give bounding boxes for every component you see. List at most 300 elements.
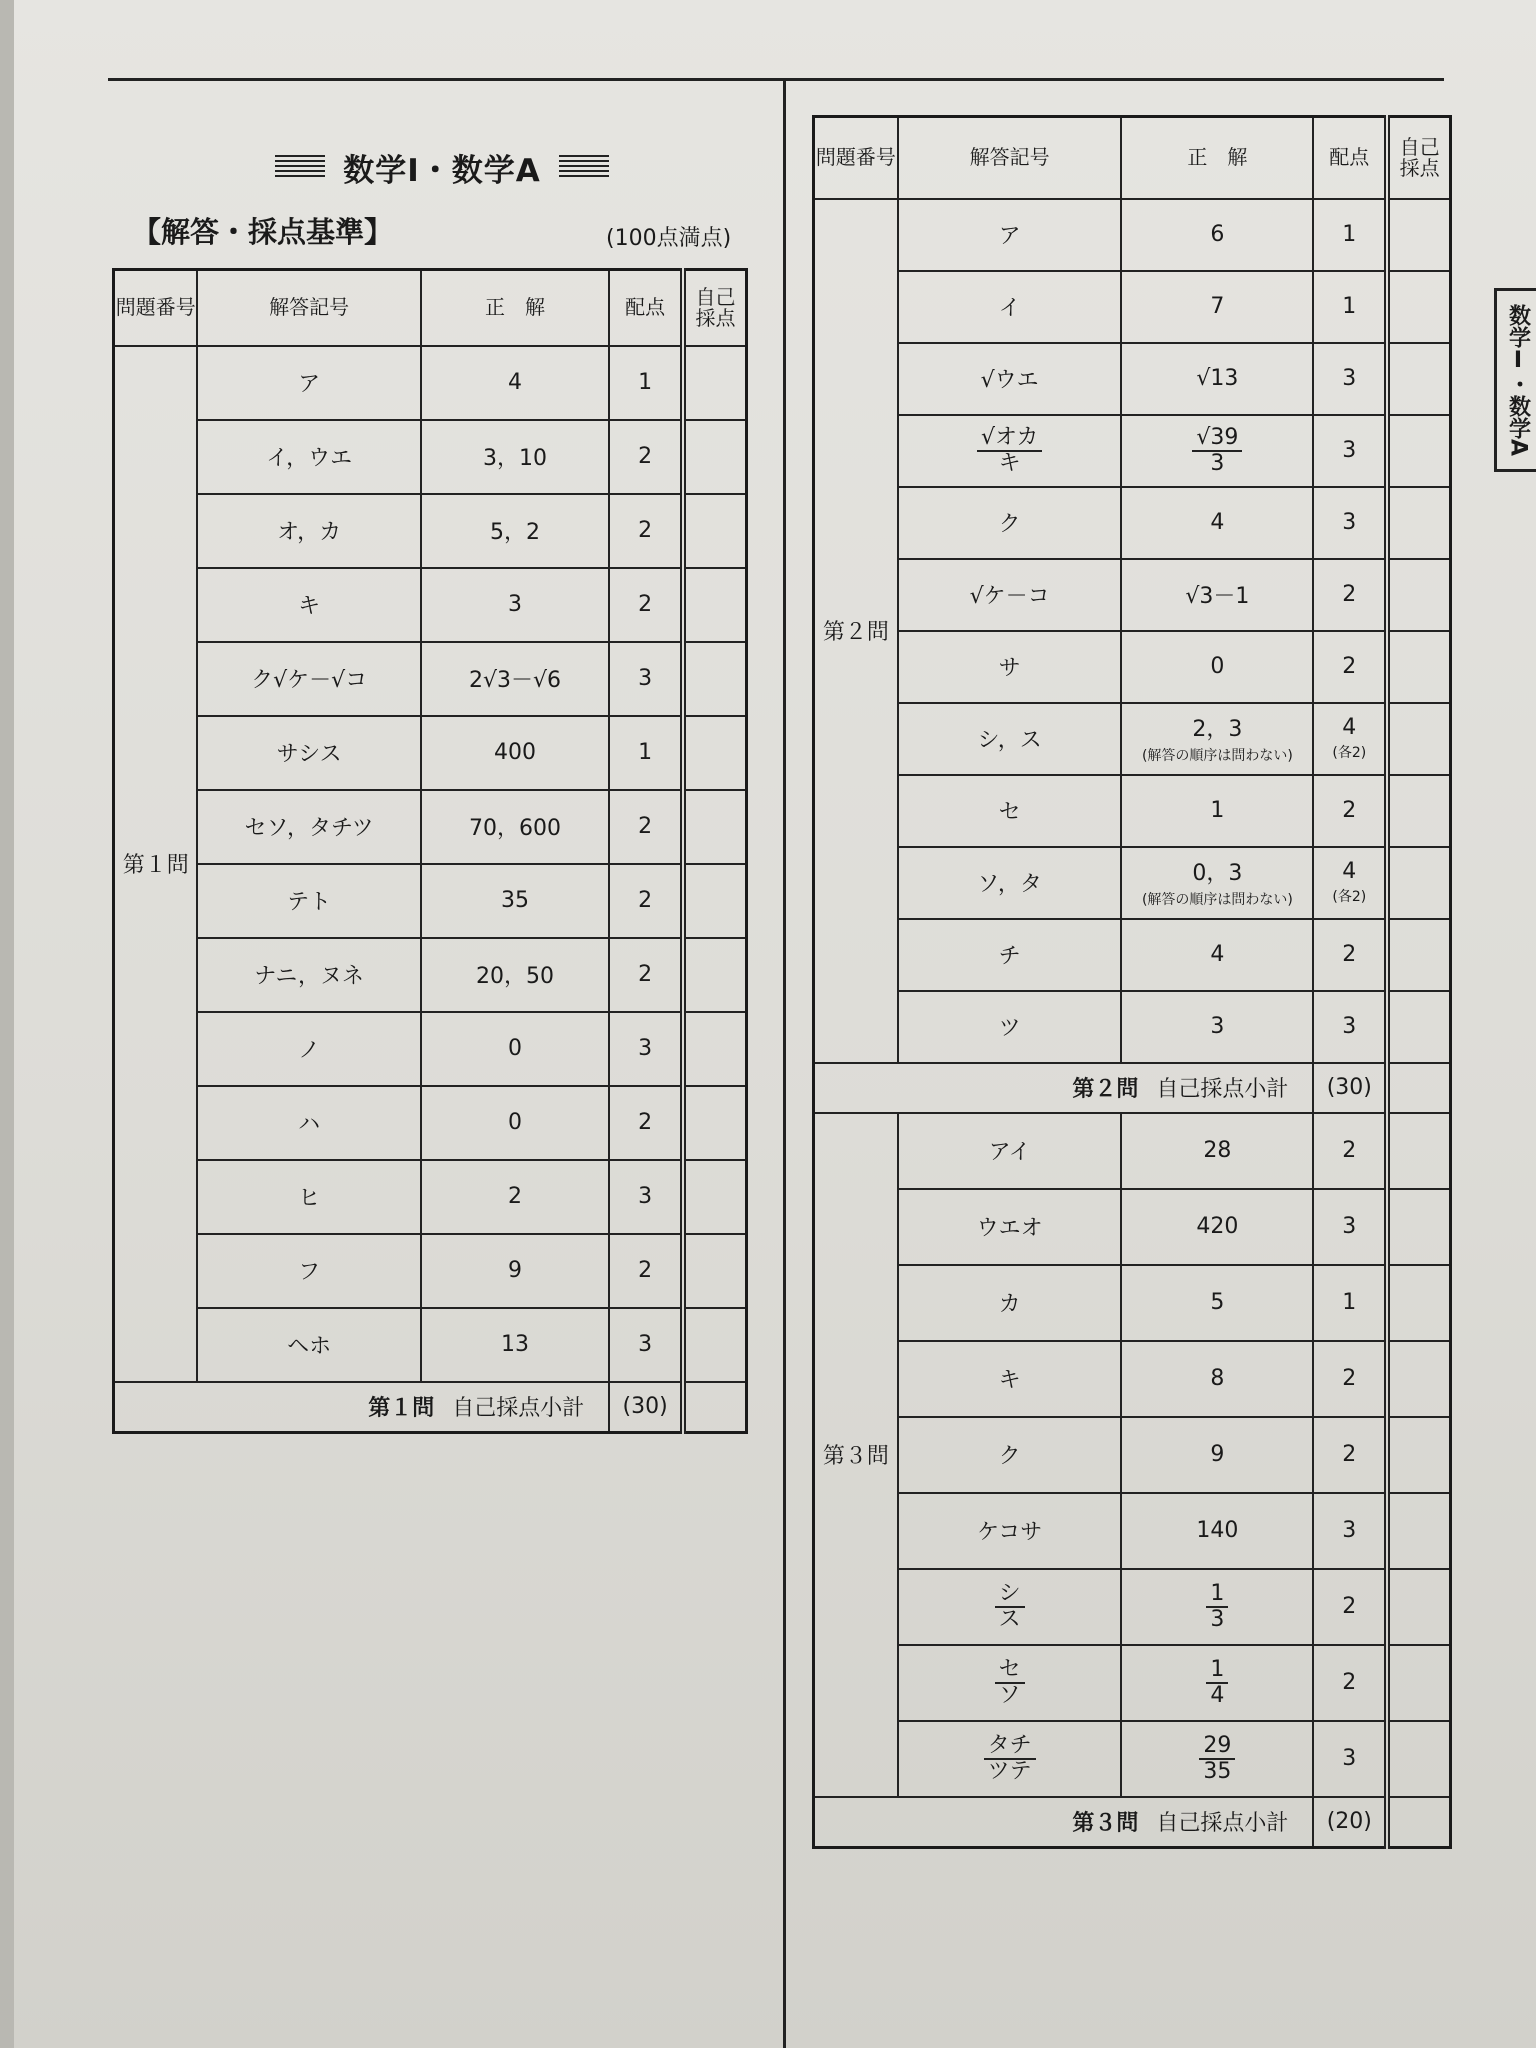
header-question-no: 問題番号 (814, 117, 898, 199)
correct-answer-cell (421, 568, 609, 642)
points-value: 3 (1342, 1746, 1357, 1771)
q1-subtotal-label (114, 1382, 610, 1433)
correct-answer-cell (1121, 559, 1313, 631)
points-value: 3 (638, 1036, 653, 1061)
subtitle: 【解答・採点基準】 (132, 215, 394, 249)
points-cell (1313, 919, 1387, 991)
points-value: 2 (1342, 1594, 1357, 1619)
points-value: 3 (1342, 366, 1357, 391)
points-value: 2 (1342, 1670, 1357, 1695)
symbol-fraction-numerator: セ (995, 1658, 1025, 1683)
points-cell (1313, 559, 1387, 631)
points-value: 3 (638, 1184, 653, 1209)
header-correct: 正 解 (1121, 117, 1313, 199)
q3-subtotal-label (814, 1797, 1314, 1848)
self-score-cell[interactable] (1387, 343, 1450, 415)
correct-answer-value: 3 (1210, 1014, 1225, 1039)
subtotal-text: 自己採点小計 (452, 1396, 585, 1421)
table-row (114, 716, 747, 790)
answer-fraction-denominator: 4 (1210, 1682, 1225, 1708)
correct-answer-cell (1121, 1113, 1313, 1189)
correct-answer-cell (421, 790, 609, 864)
table-row (114, 1012, 747, 1086)
center-divider (783, 80, 786, 2048)
answer-symbol-cell: サ (898, 631, 1122, 703)
correct-answer-value: 35 (500, 888, 529, 913)
subtotal-text: 自己採点小計 (1156, 1077, 1289, 1102)
correct-answer-value: 0 (1210, 654, 1225, 679)
table-header-row (114, 270, 747, 346)
q1-subtotal-row (114, 1382, 747, 1433)
answer-symbol-cell (898, 1569, 1122, 1645)
table-row (814, 991, 1451, 1063)
answer-symbol-cell: シ，ス (898, 703, 1122, 775)
table-header-row (814, 117, 1451, 199)
correct-answer-value: 7 (1210, 294, 1225, 319)
points-value: 1 (1342, 294, 1357, 319)
points-value: 1 (638, 740, 653, 765)
points-value: 2 (638, 1110, 653, 1135)
header-answer-symbol: 解答記号 (898, 117, 1122, 199)
table-row (814, 1721, 1451, 1797)
answer-fraction-numerator: 1 (1206, 1582, 1228, 1607)
self-score-cell[interactable] (1387, 991, 1450, 1063)
symbol-fraction-denominator: キ (998, 450, 1021, 476)
self-score-cell[interactable] (1387, 631, 1450, 703)
table-row (814, 1341, 1451, 1417)
correct-answer-cell (421, 1086, 609, 1160)
points-value: 1 (1342, 222, 1357, 247)
correct-answer-cell (421, 1308, 609, 1382)
table-row (814, 1417, 1451, 1493)
correct-answer-value: 2，3 (1192, 717, 1243, 742)
correct-answer-value: 0，3 (1192, 861, 1243, 886)
points-cell (609, 568, 683, 642)
points-cell (609, 716, 683, 790)
order-note: (解答の順序は問わない) (1141, 748, 1293, 764)
answer-symbol-cell: イ，ウエ (197, 420, 420, 494)
q3-subtotal-question: 第３問 (1072, 1811, 1139, 1836)
symbol-fraction (995, 1582, 1025, 1630)
symbol-fraction (977, 426, 1042, 474)
self-score-cell[interactable] (1387, 487, 1450, 559)
answer-symbol-cell: ウエオ (898, 1189, 1122, 1265)
correct-answer-cell (421, 1160, 609, 1234)
answer-symbol-cell: ソ，タ (898, 847, 1122, 919)
correct-answer-value: 0 (507, 1036, 522, 1061)
correct-answer-cell (1121, 199, 1313, 271)
table-row (814, 487, 1451, 559)
points-value: 1 (638, 370, 653, 395)
correct-answer-value: 13 (500, 1332, 529, 1357)
q3-subtotal-self-score[interactable] (1387, 1797, 1450, 1848)
answer-symbol-cell: ア (898, 199, 1122, 271)
self-score-cell[interactable] (683, 568, 747, 642)
self-score-cell[interactable] (1387, 1265, 1450, 1341)
page-title (232, 143, 652, 191)
points-value: 2 (1342, 798, 1357, 823)
correct-answer-value: 4 (1210, 510, 1225, 535)
table-row (114, 1160, 747, 1234)
q3-subtotal-points: (20) (1313, 1797, 1387, 1848)
table-row (814, 919, 1451, 991)
points-cell (609, 864, 683, 938)
table-row (814, 631, 1451, 703)
points-value: 3 (638, 666, 653, 691)
points-cell (609, 642, 683, 716)
table-row (114, 938, 747, 1012)
correct-answer-value: 5 (1210, 1290, 1225, 1315)
points-cell (1313, 1417, 1387, 1493)
points-cell (609, 346, 683, 420)
correct-answer-cell (1121, 631, 1313, 703)
points-cell (609, 420, 683, 494)
points-cell (1313, 1341, 1387, 1417)
self-score-cell[interactable] (1387, 1721, 1450, 1797)
points-value: 2 (1342, 582, 1357, 607)
correct-answer-value: 4 (1210, 942, 1225, 967)
points-cell (609, 1160, 683, 1234)
self-score-cell[interactable] (1387, 775, 1450, 847)
answer-symbol-cell: カ (898, 1265, 1122, 1341)
table-row (114, 1086, 747, 1160)
q3-subtotal-row (814, 1797, 1451, 1848)
table-row (814, 1265, 1451, 1341)
points-cell (609, 1086, 683, 1160)
symbol-fraction (984, 1734, 1036, 1782)
self-score-cell[interactable] (683, 716, 747, 790)
points-value: 2 (638, 1258, 653, 1283)
correct-answer-value: 3，10 (482, 446, 547, 471)
correct-answer-cell (1121, 1265, 1313, 1341)
points-value: 2 (638, 888, 653, 913)
header-question-no: 問題番号 (114, 270, 198, 346)
answer-symbol-cell: ク√ケ－√コ (197, 642, 420, 716)
correct-answer-cell (421, 642, 609, 716)
table-row (814, 343, 1451, 415)
q1-subtotal-self-score[interactable] (683, 1382, 747, 1433)
symbol-fraction-denominator: ス (998, 1606, 1021, 1632)
answer-symbol-cell: キ (197, 568, 420, 642)
correct-answer-value: 400 (493, 740, 536, 765)
self-score-cell[interactable] (683, 1308, 747, 1382)
self-score-cell[interactable] (683, 1012, 747, 1086)
title-text: 数学Ⅰ・数学A (343, 152, 541, 189)
answer-symbol-cell: セ (898, 775, 1122, 847)
answer-fraction (1199, 1734, 1235, 1782)
table-row (814, 1645, 1451, 1721)
correct-answer-value: 5，2 (489, 520, 540, 545)
table-row (814, 1493, 1451, 1569)
correct-answer-cell (1121, 415, 1313, 487)
answer-symbol-cell: ク (898, 487, 1122, 559)
points-value: 2 (638, 592, 653, 617)
points-cell (609, 1012, 683, 1086)
q2-subtotal-points: (30) (1313, 1063, 1387, 1113)
title-ornament-right (559, 155, 609, 179)
answer-symbol-cell: ナニ，ヌネ (197, 938, 420, 1012)
correct-answer-value: 3 (507, 592, 522, 617)
answer-symbol-cell: ア (197, 346, 420, 420)
subtotal-text: 自己採点小計 (1156, 1811, 1289, 1836)
table-row (814, 1569, 1451, 1645)
points-value: 3 (1342, 1214, 1357, 1239)
points-cell (1313, 1645, 1387, 1721)
points-value: 3 (1342, 510, 1357, 535)
correct-answer-cell (1121, 343, 1313, 415)
points-cell (609, 494, 683, 568)
self-score-cell[interactable] (1387, 703, 1450, 775)
answer-fraction-denominator: 3 (1210, 1606, 1225, 1632)
points-cell (1313, 847, 1387, 919)
correct-answer-cell (1121, 1721, 1313, 1797)
answer-symbol-cell: サシス (197, 716, 420, 790)
answer-symbol-cell: ヘホ (197, 1308, 420, 1382)
table-row (814, 1189, 1451, 1265)
symbol-fraction-numerator: タチ (984, 1734, 1036, 1759)
answer-symbol-cell: ヒ (197, 1160, 420, 1234)
self-score-cell[interactable] (1387, 1113, 1450, 1189)
correct-answer-cell (1121, 1645, 1313, 1721)
correct-answer-value: 9 (1210, 1442, 1225, 1467)
correct-answer-value: 6 (1210, 222, 1225, 247)
table-row (814, 559, 1451, 631)
points-note: (各2) (1332, 889, 1367, 905)
answer-fraction-numerator: 1 (1206, 1658, 1228, 1683)
correct-answer-cell (1121, 991, 1313, 1063)
table-row (814, 415, 1451, 487)
answer-symbol-cell: ク (898, 1417, 1122, 1493)
answer-symbol-cell: オ，カ (197, 494, 420, 568)
self-score-cell[interactable] (683, 346, 747, 420)
header-self-score: 自己採点 (1387, 117, 1450, 199)
answer-fraction-denominator: 35 (1203, 1758, 1232, 1784)
points-cell (1313, 775, 1387, 847)
correct-answer-cell (421, 864, 609, 938)
q2-subtotal-label (814, 1063, 1314, 1113)
correct-answer-value: √3－1 (1185, 584, 1250, 609)
correct-answer-cell (421, 938, 609, 1012)
q2-subtotal-row (814, 1063, 1451, 1113)
points-value: 2 (1342, 1366, 1357, 1391)
answer-symbol-cell: √ウエ (898, 343, 1122, 415)
self-score-cell[interactable] (1387, 199, 1450, 271)
correct-answer-cell (1121, 1493, 1313, 1569)
points-cell (609, 1308, 683, 1382)
correct-answer-cell (1121, 1569, 1313, 1645)
answer-symbol-cell: イ (898, 271, 1122, 343)
q1-label: 第１問 (114, 346, 198, 1382)
table-row (814, 847, 1451, 919)
self-score-cell[interactable] (683, 864, 747, 938)
answer-symbol-cell: √ケ－コ (898, 559, 1122, 631)
table-row (114, 568, 747, 642)
correct-answer-value: 140 (1196, 1518, 1239, 1543)
correct-answer-cell (421, 1012, 609, 1086)
points-cell (1313, 1113, 1387, 1189)
self-score-cell[interactable] (1387, 1417, 1450, 1493)
self-score-cell[interactable] (683, 420, 747, 494)
table-row (114, 790, 747, 864)
self-score-cell[interactable] (1387, 919, 1450, 991)
points-note: (各2) (1332, 745, 1367, 761)
points-cell (1313, 199, 1387, 271)
correct-answer-cell (1121, 775, 1313, 847)
self-score-cell[interactable] (683, 1234, 747, 1308)
header-points: 配点 (1313, 117, 1387, 199)
answer-symbol-cell: ハ (197, 1086, 420, 1160)
self-score-cell[interactable] (683, 790, 747, 864)
header-answer-symbol: 解答記号 (197, 270, 420, 346)
self-score-cell[interactable] (683, 938, 747, 1012)
points-cell (609, 938, 683, 1012)
points-value: 2 (1342, 654, 1357, 679)
points-cell (1313, 1493, 1387, 1569)
points-value: 4 (1342, 715, 1357, 740)
points-value: 2 (1342, 1138, 1357, 1163)
correct-answer-cell (1121, 703, 1313, 775)
table-row (114, 494, 747, 568)
correct-answer-cell (1121, 487, 1313, 559)
correct-answer-cell (1121, 847, 1313, 919)
table-row (114, 642, 747, 716)
header-correct: 正 解 (421, 270, 609, 346)
points-value: 2 (638, 962, 653, 987)
answer-symbol-cell: キ (898, 1341, 1122, 1417)
title-ornament-left (275, 155, 325, 179)
correct-answer-cell (421, 494, 609, 568)
points-value: 3 (1342, 1014, 1357, 1039)
correct-answer-cell (421, 346, 609, 420)
order-note: (解答の順序は問わない) (1141, 892, 1293, 908)
correct-answer-value: 9 (507, 1258, 522, 1283)
table-row (814, 775, 1451, 847)
answer-symbol-cell: ツ (898, 991, 1122, 1063)
correct-answer-value: 70，600 (468, 816, 561, 841)
q2-subtotal-self-score[interactable] (1387, 1063, 1450, 1113)
symbol-fraction (995, 1658, 1025, 1706)
correct-answer-value: 20，50 (475, 964, 554, 989)
self-score-cell[interactable] (1387, 271, 1450, 343)
self-score-cell[interactable] (1387, 1341, 1450, 1417)
symbol-fraction-numerator: √オカ (977, 426, 1042, 451)
points-value: 2 (638, 814, 653, 839)
correct-answer-value: 0 (507, 1110, 522, 1135)
table-row (814, 271, 1451, 343)
self-score-cell[interactable] (1387, 1569, 1450, 1645)
points-cell (1313, 631, 1387, 703)
answer-symbol-cell: フ (197, 1234, 420, 1308)
table-row (114, 346, 747, 420)
points-cell (1313, 415, 1387, 487)
side-tab: 数学Ⅰ・数学A (1494, 288, 1536, 472)
q2-q3-answer-table (812, 115, 1452, 1849)
table-row (814, 199, 1451, 271)
points-cell (1313, 271, 1387, 343)
correct-answer-cell (1121, 919, 1313, 991)
self-score-cell[interactable] (1387, 1189, 1450, 1265)
answer-symbol-cell (898, 1645, 1122, 1721)
table-row (114, 864, 747, 938)
correct-answer-value: 2√3－√6 (468, 668, 561, 693)
table-row (814, 703, 1451, 775)
answer-fraction-numerator: √39 (1192, 426, 1242, 451)
correct-answer-cell (1121, 1417, 1313, 1493)
self-score-cell[interactable] (683, 1160, 747, 1234)
answer-symbol-cell: アイ (898, 1113, 1122, 1189)
answer-fraction (1206, 1658, 1228, 1706)
header-self-score: 自己採点 (683, 270, 747, 346)
answer-symbol-cell (898, 415, 1122, 487)
correct-answer-value: 28 (1203, 1138, 1232, 1163)
points-value: 1 (1342, 1290, 1357, 1315)
correct-answer-value: √13 (1196, 366, 1239, 391)
points-cell (1313, 991, 1387, 1063)
table-row (114, 1308, 747, 1382)
self-score-cell[interactable] (1387, 1645, 1450, 1721)
self-score-cell[interactable] (683, 494, 747, 568)
table-row (814, 1113, 1451, 1189)
answer-symbol-cell: ノ (197, 1012, 420, 1086)
correct-answer-value: 420 (1196, 1214, 1239, 1239)
correct-answer-cell (421, 420, 609, 494)
points-value: 3 (638, 1332, 653, 1357)
correct-answer-cell (1121, 271, 1313, 343)
answer-symbol-cell: テト (197, 864, 420, 938)
self-score-cell[interactable] (683, 642, 747, 716)
points-cell (609, 790, 683, 864)
table-row (114, 1234, 747, 1308)
answer-fraction (1192, 426, 1242, 474)
points-value: 2 (1342, 1442, 1357, 1467)
self-score-cell[interactable] (1387, 415, 1450, 487)
table-row (114, 420, 747, 494)
points-cell (1313, 1265, 1387, 1341)
correct-answer-value: 4 (507, 370, 522, 395)
points-cell (1313, 703, 1387, 775)
correct-answer-cell (421, 1234, 609, 1308)
symbol-fraction-denominator: ソ (998, 1682, 1021, 1708)
points-cell (1313, 1189, 1387, 1265)
points-cell (1313, 1721, 1387, 1797)
answer-symbol-cell: ケコサ (898, 1493, 1122, 1569)
answer-symbol-cell (898, 1721, 1122, 1797)
self-score-cell[interactable] (1387, 847, 1450, 919)
points-value: 4 (1342, 859, 1357, 884)
answer-symbol-cell: チ (898, 919, 1122, 991)
points-value: 2 (638, 444, 653, 469)
correct-answer-value: 1 (1210, 798, 1225, 823)
points-cell (609, 1234, 683, 1308)
answer-fraction-numerator: 29 (1199, 1734, 1235, 1759)
q2-subtotal-question: 第２問 (1072, 1077, 1139, 1102)
symbol-fraction-denominator: ツテ (987, 1758, 1032, 1784)
correct-answer-value: 8 (1210, 1366, 1225, 1391)
q1-subtotal-points: (30) (609, 1382, 683, 1433)
correct-answer-cell (1121, 1341, 1313, 1417)
self-score-cell[interactable] (1387, 1493, 1450, 1569)
points-cell (1313, 1569, 1387, 1645)
points-cell (1313, 343, 1387, 415)
self-score-cell[interactable] (1387, 559, 1450, 631)
points-cell (1313, 487, 1387, 559)
points-value: 3 (1342, 1518, 1357, 1543)
q1-answer-table (112, 268, 748, 1434)
correct-answer-value: 2 (507, 1184, 522, 1209)
q2-label: 第２問 (814, 199, 898, 1063)
self-score-cell[interactable] (683, 1086, 747, 1160)
symbol-fraction-numerator: シ (995, 1582, 1025, 1607)
